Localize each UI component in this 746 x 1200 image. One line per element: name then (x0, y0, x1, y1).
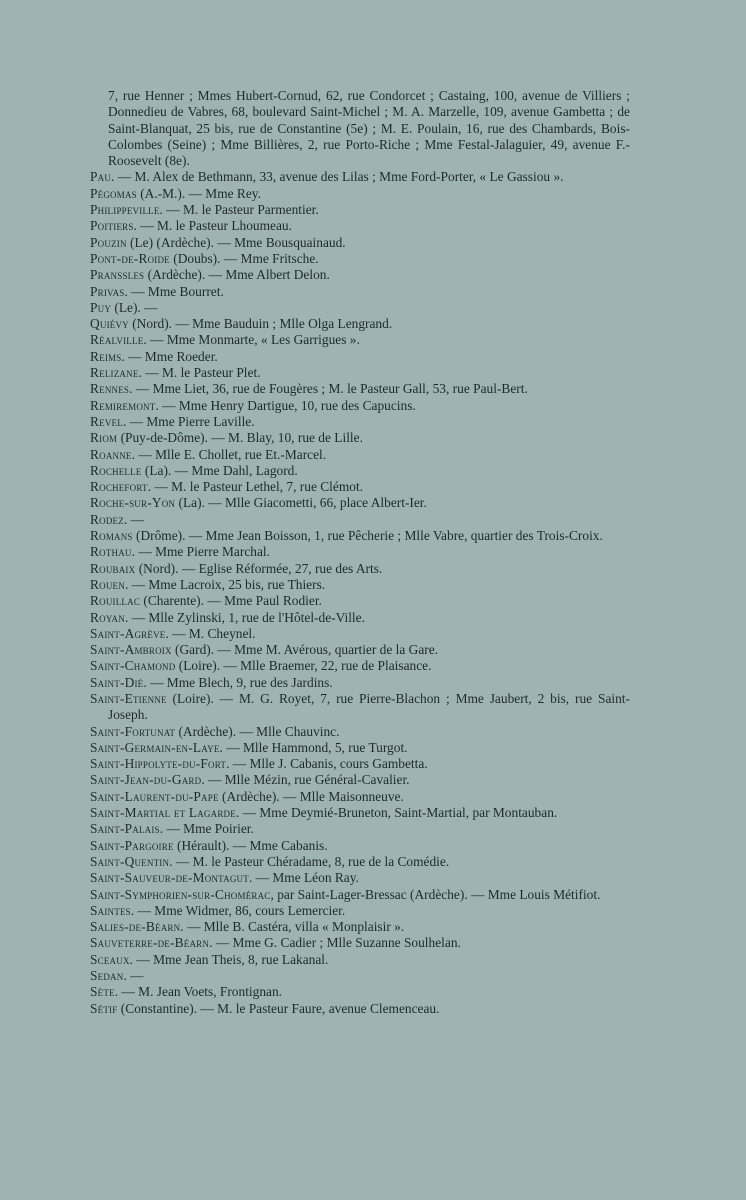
directory-entry (90, 447, 630, 463)
directory-entry (90, 626, 630, 642)
entry-place: Saint-Germain-en-Laye (90, 739, 220, 755)
directory-entry (90, 952, 630, 968)
directory-entry (90, 821, 630, 837)
entry-text: (Hérault). — Mme Cabanis. (173, 837, 328, 853)
entry-place: Roanne (90, 446, 132, 462)
directory-entry (90, 495, 630, 511)
directory-entry (90, 186, 630, 202)
entry-place: Saint-Sauveur-de-Montagut (90, 870, 249, 886)
entry-place: Relizane (90, 365, 139, 381)
entry-place: Rochelle (90, 462, 142, 478)
entry-place: Remiremont (90, 397, 156, 413)
entry-text: . — M. Alex de Bethmann, 33, avenue des Lilas ; Mme Ford-Porter, « Le Gassiou ». (111, 169, 564, 185)
entry-place: Reims (90, 348, 122, 364)
directory-entry (90, 658, 630, 674)
entry-place: Pont-de-Roide (90, 250, 170, 266)
entry-place: Saint-Fortunat (90, 723, 176, 739)
entry-place: Saint-Agrève (90, 625, 166, 641)
entry-text: . — Mme Léon Ray. (248, 870, 359, 886)
entry-text: (Loire). — Mlle Braemer, 22, rue de Plaisance. (175, 658, 432, 674)
entry-place: Saintes (90, 902, 131, 918)
entry-text: (Ardèche). — Mme Albert Delon. (144, 267, 330, 283)
directory-entry (90, 838, 630, 854)
directory-entry (90, 756, 630, 772)
entry-text: . — Mme Poirier. (159, 821, 254, 837)
entry-place: Sauveterre-de-Béarn (90, 935, 210, 951)
entry-place: Rochefort (90, 479, 148, 495)
entry-place: Quiévy (90, 316, 129, 332)
directory-entry (90, 218, 630, 234)
directory-entry (90, 740, 630, 756)
entry-text: . — M. le Pasteur Plet. (138, 365, 261, 381)
entry-text: (Le). — (111, 299, 158, 315)
entry-text: . — M. le Pasteur Chéradame, 8, rue de la Comédie. (169, 853, 450, 869)
entry-text: . — Mme Roeder. (121, 348, 218, 364)
entry-text: (Gard). — Mme M. Avérous, quartier de la Gare. (171, 642, 439, 658)
directory-entry (90, 772, 630, 788)
entry-place: Rouen (90, 576, 125, 592)
entry-text: . — Mme Bourret. (124, 283, 224, 299)
entry-text: . — Mlle B. Castéra, villa « Monplaisir ». (180, 919, 405, 935)
entry-text: . — Mlle Mézin, rue Général-Cavalier. (201, 772, 410, 788)
entry-place: Rouillac (90, 593, 141, 609)
entry-place: Saint-Etienne (90, 690, 167, 706)
entry-place: Pranssles (90, 267, 145, 283)
entry-place: Poitiers (90, 218, 134, 234)
entry-place: Rennes (90, 381, 130, 397)
entry-place: Réalville (90, 332, 144, 348)
directory-entry (90, 561, 630, 577)
entry-text: (Ardèche). — Mlle Chauvinc. (175, 723, 340, 739)
directory-entry (90, 854, 630, 870)
entry-place: Privas (90, 283, 125, 299)
directory-entry (90, 903, 630, 919)
entry-place: Salies-de-Béarn (90, 919, 181, 935)
directory-entry (90, 724, 630, 740)
entry-text: . — Mme Pierre Laville. (122, 413, 255, 429)
entry-place: Saint-Jean-du-Gard (90, 772, 202, 788)
directory-entry (90, 789, 630, 805)
entry-place: Saint-Symphorien-sur-Chomérac (90, 886, 271, 902)
entry-text: . — M. Cheynel. (165, 625, 256, 641)
directory-entry (90, 365, 630, 381)
entry-place: Philippeville (90, 202, 160, 218)
entry-place: Roche-sur-Yon (90, 495, 176, 511)
entry-text: (Le) (Ardèche). — Mme Bousquainaud. (126, 234, 346, 250)
entry-text: . — Mme Henry Dartigue, 10, rue des Capucins. (155, 397, 416, 413)
entry-place: Royan (90, 609, 125, 625)
directory-entry (90, 577, 630, 593)
entry-text: . — Mlle Hammond, 5, rue Turgot. (219, 739, 408, 755)
entry-text: . — Mme Widmer, 86, cours Lemercier. (130, 902, 346, 918)
entry-place: Pau (90, 169, 112, 185)
entry-text: (Loire). — M. G. Royet, 7, rue Pierre-Blachon ; Mme Jaubert, 2 bis, rue Saint-Joseph. (108, 690, 630, 723)
directory-entry (90, 284, 630, 300)
entry-place: Saint-Ambroix (90, 642, 172, 658)
directory-entry (90, 332, 630, 348)
entry-place: Sedan (90, 968, 124, 984)
entry-place: Revel (90, 413, 123, 429)
entry-text: . — Mme Lacroix, 25 bis, rue Thiers. (124, 576, 326, 592)
entry-text: . — Mlle Zylinski, 1, rue de l'Hôtel-de-Ville. (124, 609, 365, 625)
directory-entry (90, 202, 630, 218)
directory-entry (90, 414, 630, 430)
directory-entry (90, 544, 630, 560)
entry-text: (Nord). — Eglise Réformée, 27, rue des Arts. (135, 560, 383, 576)
directory-entry (90, 316, 630, 332)
directory-entry (90, 381, 630, 397)
directory-entry (90, 169, 630, 185)
entry-place: Saint-Pargoire (90, 837, 174, 853)
entry-text: . — M. le Pasteur Parmentier. (159, 202, 319, 218)
entry-text: . — Mlle E. Chollet, rue Et.-Marcel. (131, 446, 327, 462)
entry-place: Saint-Palais (90, 821, 160, 837)
directory-entry (90, 610, 630, 626)
entry-place: Sétif (90, 1000, 118, 1016)
directory-entry (90, 251, 630, 267)
entry-text: , par Saint-Lager-Bressac (Ardèche). — Mme Louis Métifiot. (270, 886, 601, 902)
entry-place: Sète (90, 984, 115, 1000)
entry-text: (Charente). — Mme Paul Rodier. (140, 593, 322, 609)
directory-entry (90, 887, 630, 903)
entry-place: Saint-Dié (90, 674, 144, 690)
directory-entry (90, 691, 630, 724)
directory-entry (90, 805, 630, 821)
entry-place: Pouzin (90, 234, 127, 250)
entry-text: . — (123, 511, 145, 527)
entry-text: (Ardèche). — Mlle Maisonneuve. (218, 788, 404, 804)
entry-text: . — Mme G. Cadier ; Mlle Suzanne Soulhelan. (209, 935, 461, 951)
directory-entry (90, 968, 630, 984)
intro-paragraph: 7, rue Henner ; Mmes Hubert-Cornud, 62, rue Condorcet ; Castaing, 100, avenue de Villiers ; Donnedieu de Vabres, 68, boulevard Saint-Michel ; M. A. Marzelle, 109, avenue Gambetta ; de Saint-Blanquat, 25 bis, rue de Constantine (5e) ; M. E. Poulain, 16, rue des Chambards, Bois-Colombes (Seine) ; Mme Billières, 2, rue Porto-Riche ; Mme Festal-Jalaguier, 49, avenue F.-Roosevelt (8e). (108, 88, 630, 169)
entry-text: (Constantine). — M. le Pasteur Faure, avenue Clemenceau. (117, 1000, 440, 1016)
entry-text: (Nord). — Mme Bauduin ; Mlle Olga Lengrand. (128, 316, 393, 332)
entry-text: . — Mme Blech, 9, rue des Jardins. (143, 674, 333, 690)
entry-text: (Puy-de-Dôme). — M. Blay, 10, rue de Lille. (117, 430, 363, 446)
entry-place: Roubaix (90, 560, 136, 576)
directory-entry (90, 984, 630, 1000)
entry-text: . — Mme Deymié-Bruneton, Saint-Martial, par Montauban. (235, 805, 558, 821)
entry-text: . — M. Jean Voets, Frontignan. (114, 984, 283, 1000)
entry-text: . — (123, 968, 144, 984)
entry-place: Saint-Laurent-du-Pape (90, 788, 219, 804)
entry-text: . — M. le Pasteur Lhoumeau. (133, 218, 292, 234)
directory-entry (90, 919, 630, 935)
entry-place: Romans (90, 528, 133, 544)
directory-entry (90, 300, 630, 316)
entry-place: Saint-Quentin (90, 853, 170, 869)
entry-text: . — M. le Pasteur Lethel, 7, rue Clémot. (147, 479, 364, 495)
entry-text: . — Mme Monmarte, « Les Garrigues ». (143, 332, 360, 348)
entry-place: Pégomas (90, 185, 137, 201)
directory-entry (90, 935, 630, 951)
directory-entry (90, 235, 630, 251)
entry-place: Rodez (90, 511, 124, 527)
directory-entry (90, 398, 630, 414)
entry-text: (Doubs). — Mme Fritsche. (169, 250, 319, 266)
directory-entry (90, 349, 630, 365)
directory-entry (90, 479, 630, 495)
directory-entry (90, 430, 630, 446)
directory-entry (90, 267, 630, 283)
directory-list (90, 169, 630, 1016)
entry-text: . — Mme Liet, 36, rue de Fougères ; M. le Pasteur Gall, 53, rue Paul-Bert. (129, 381, 528, 397)
entry-text: (A.-M.). — Mme Rey. (136, 185, 261, 201)
directory-entry (90, 1001, 630, 1017)
entry-place: Saint-Hippolyte-du-Fort (90, 756, 227, 772)
entry-text: . — Mme Pierre Marchal. (131, 544, 270, 560)
entry-place: Rothau (90, 544, 132, 560)
directory-entry (90, 675, 630, 691)
entry-place: Saint-Martial et Lagarde (90, 805, 236, 821)
entry-place: Riom (90, 430, 118, 446)
entry-text: . — Mlle J. Cabanis, cours Gambetta. (226, 756, 428, 772)
entry-place: Saint-Chamond (90, 658, 176, 674)
directory-entry (90, 870, 630, 886)
entry-text: (La). — Mlle Giacometti, 66, place Albert-Ier. (175, 495, 427, 511)
directory-entry (90, 593, 630, 609)
entry-text: (Drôme). — Mme Jean Boisson, 1, rue Pêcherie ; Mlle Vabre, quartier des Trois-Croix. (132, 528, 603, 544)
entry-text: (La). — Mme Dahl, Lagord. (141, 462, 298, 478)
directory-entry (90, 512, 630, 528)
entry-text: . — Mme Jean Theis, 8, rue Lakanal. (129, 951, 329, 967)
directory-entry (90, 642, 630, 658)
directory-entry (90, 528, 630, 544)
entry-place: Puy (90, 299, 112, 315)
entry-place: Sceaux (90, 951, 130, 967)
directory-entry (90, 463, 630, 479)
